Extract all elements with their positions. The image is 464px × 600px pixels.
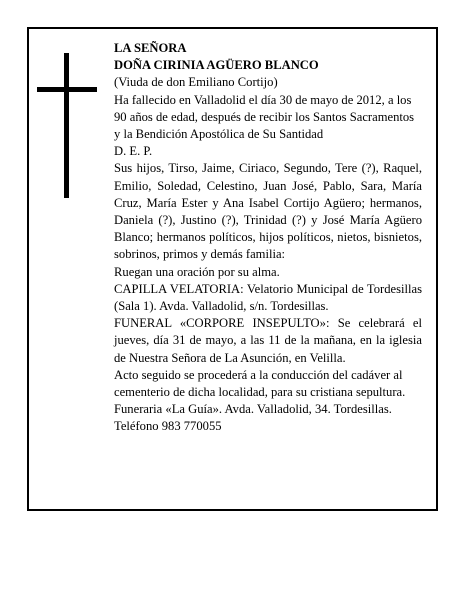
cross-horizontal-bar: [37, 87, 97, 92]
death-announcement: Ha fallecido en Valladolid el día 30 de mayo de 2012, a los 90 años de edad, después de recibir los Santos Sacramentos y la Bendición Apostólica de Su Santidad: [114, 92, 415, 142]
family-list: Sus hijos, Tirso, Jaime, Ciriaco, Segundo, Tere (?), Raquel, Emilio, Soledad, Celestino, Juan José, Pablo, Sara, María Cruz, María Ester y Ana Isabel Cortijo Agüero; hermanos, Daniela (?), Justino (?), Trinidad (?) y José María Agüero Blanco; hermanos políticos, hijos políticos, nietos, bisnietos, sobrinos, primos y demás familia:: [114, 161, 422, 262]
funeral-info: FUNERAL «CORPORE INSEPULTO»: Se celebrará el jueves, día 31 de mayo, a las 11 de la mañana, en la iglesia de Nuestra Señora de La Asunción, en Velilla.: [114, 316, 422, 365]
cross-vertical-bar: [64, 53, 69, 198]
notice-title: LA SEÑORA: [114, 41, 187, 55]
funeral-home: Funeraria «La Guía». Avda. Valladolid, 34. Tordesillas.: [114, 402, 392, 417]
widow-note: (Viuda de don Emiliano Cortijo): [114, 75, 278, 90]
cross-icon: [37, 53, 97, 198]
rip-text: D. E. P.: [114, 144, 153, 159]
prayer-request: Ruegan una oración por su alma.: [114, 264, 280, 279]
burial-info: Acto seguido se procederá a la conducción del cadáver al cementerio de dicha localidad, para su cristiana sepultura.: [114, 367, 406, 400]
notice-text: [114, 40, 422, 436]
chapel-info: CAPILLA VELATORIA: Velatorio Municipal de Tordesillas (Sala 1). Avda. Valladolid, s/n. Tordesillas.: [114, 281, 422, 314]
deceased-name: DOÑA CIRINIA AGÜERO BLANCO: [114, 58, 319, 73]
phone-number: Teléfono 983 770055: [114, 419, 222, 434]
